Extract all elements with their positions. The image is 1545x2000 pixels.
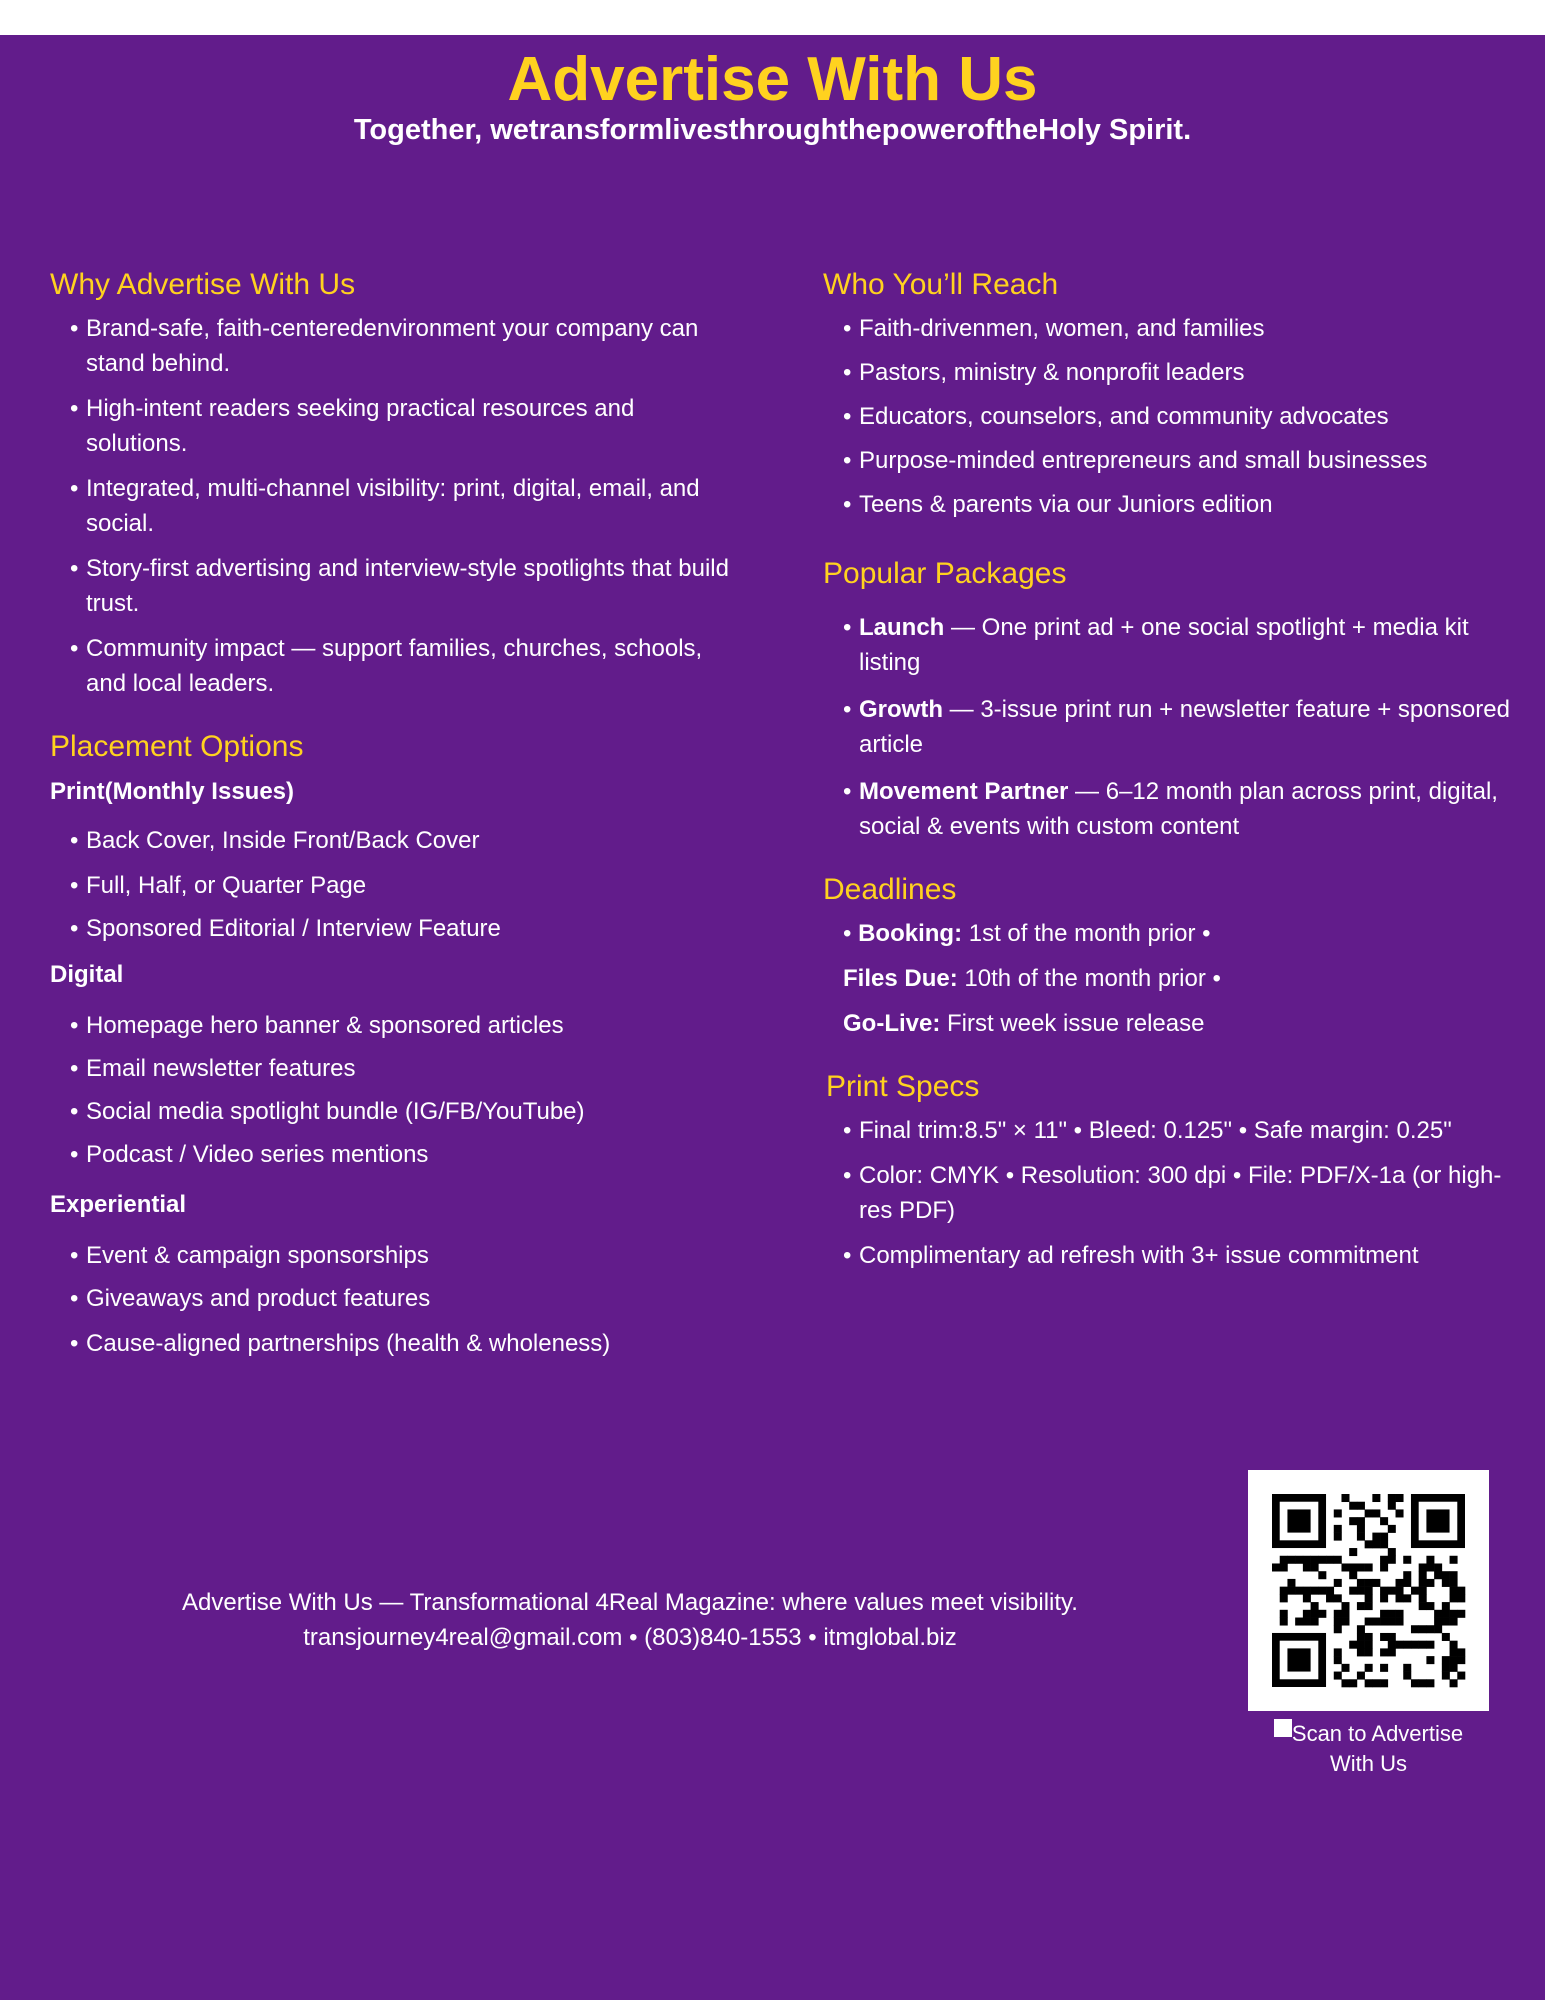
digital-item: • Email newsletter features (50, 1051, 730, 1086)
print-item: • Full, Half, or Quarter Page (50, 868, 730, 903)
packages-list (823, 610, 1523, 844)
ad-page (0, 35, 1545, 2000)
why-item: • Community impact — support families, churches, schools, and local leaders. (50, 631, 730, 701)
print-item: • Sponsored Editorial / Interview Feature (50, 911, 730, 946)
why-item: • Brand-safe, faith-centeredenvironment your company can stand behind. (50, 311, 730, 381)
reach-item: • Teens & parents via our Juniors edition (823, 487, 1523, 522)
reach-item: • Educators, counselors, and community advocates (823, 399, 1523, 434)
spec-item: • Complimentary ad refresh with 3+ issue commitment (823, 1238, 1523, 1273)
experiential-item: • Event & campaign sponsorships (50, 1238, 730, 1273)
experiential-label: Experiential (50, 1191, 187, 1218)
deadline-golive (823, 1006, 1523, 1041)
files-label: Files Due: (843, 965, 958, 992)
golive-label: Go-Live: (843, 1010, 941, 1037)
package-item (823, 774, 1523, 844)
digital-label: Digital (50, 961, 124, 988)
golive-value: First week issue release (940, 1010, 1205, 1037)
why-item: • Integrated, multi-channel visibility: print, digital, email, and social. (50, 471, 730, 541)
why-item: • Story-first advertising and interview-style spotlights that build trust. (50, 551, 730, 621)
package-name: Movement Partner (859, 778, 1069, 805)
experiential-list (50, 1238, 730, 1361)
footer-contact[interactable]: transjourney4real@gmail.com • (803)840-1553 • itmglobal.biz (303, 1624, 957, 1651)
why-list (50, 311, 730, 701)
why-item: • High-intent readers seeking practical resources and solutions. (50, 391, 730, 461)
experiential-item: • Giveaways and product features (50, 1281, 730, 1316)
print-list (50, 823, 730, 946)
checkbox-square-icon (1274, 1719, 1292, 1737)
deadline-booking: • Booking: 1st of the month prior • (843, 920, 1211, 947)
package-name: Launch (859, 614, 945, 641)
package-item (823, 692, 1523, 762)
reach-item: • Faith-drivenmen, women, and families (823, 311, 1523, 346)
package-desc: — One print ad + one social spotlight + media kit listing (859, 614, 1469, 676)
booking-value: 1st of the month prior • (962, 920, 1211, 947)
why-heading: Why Advertise With Us (50, 268, 356, 301)
qr-caption-line1: Scan to Advertise (1291, 1721, 1464, 1746)
footer-tagline: Advertise With Us — Transformational 4Real Magazine: where values meet visibility. (182, 1589, 1078, 1616)
print-item: • Back Cover, Inside Front/Back Cover (50, 823, 730, 858)
spec-item: • Color: CMYK • Resolution: 300 dpi • File: PDF/X-1a (or high-res PDF) (823, 1158, 1523, 1228)
booking-label: Booking: (858, 920, 963, 947)
footer (100, 1585, 1160, 1655)
deadlines-block (823, 916, 1523, 1041)
qr-caption (1236, 1719, 1501, 1779)
deadlines-heading: Deadlines (823, 873, 957, 906)
package-name: Growth (859, 696, 943, 723)
package-desc: — 6–12 month plan across print, digital, social & events with custom content (859, 778, 1498, 840)
files-value: 10th of the month prior • (957, 965, 1221, 992)
reach-list (823, 311, 1523, 522)
page-title: Advertise With Us (507, 45, 1038, 114)
reach-item: • Purpose-minded entrepreneurs and small businesses (823, 443, 1523, 478)
experiential-item: • Cause-aligned partnerships (health & wholeness) (50, 1326, 730, 1361)
qr-code-graphic (1248, 1470, 1489, 1711)
spec-item: • Final trim:8.5" × 11" • Bleed: 0.125" • Safe margin: 0.25" (823, 1113, 1523, 1148)
reach-item: • Pastors, ministry & nonprofit leaders (823, 355, 1523, 390)
digital-list (50, 1008, 730, 1172)
qr-code[interactable] (1248, 1470, 1489, 1711)
left-column (50, 267, 730, 1361)
packages-heading: Popular Packages (823, 557, 1067, 590)
right-column (823, 267, 1523, 1273)
digital-item: • Podcast / Video series mentions (50, 1137, 730, 1172)
placement-heading: Placement Options (50, 730, 304, 763)
digital-item: • Homepage hero banner & sponsored articles (50, 1008, 730, 1043)
package-item (823, 610, 1523, 680)
tagline: Together, wetransformlivesthroughthepoweroftheHoly Spirit. (353, 114, 1192, 146)
reach-heading: Who You’ll Reach (823, 268, 1059, 301)
qr-caption-line2: With Us (1330, 1751, 1407, 1776)
digital-item: • Social media spotlight bundle (IG/FB/YouTube) (50, 1094, 730, 1129)
package-desc: — 3-issue print run + newsletter feature + sponsored article (859, 696, 1510, 758)
print-label: Print(Monthly Issues) (50, 778, 295, 805)
specs-heading: Print Specs (826, 1070, 980, 1103)
specs-list (823, 1113, 1523, 1273)
deadline-files (823, 961, 1523, 996)
